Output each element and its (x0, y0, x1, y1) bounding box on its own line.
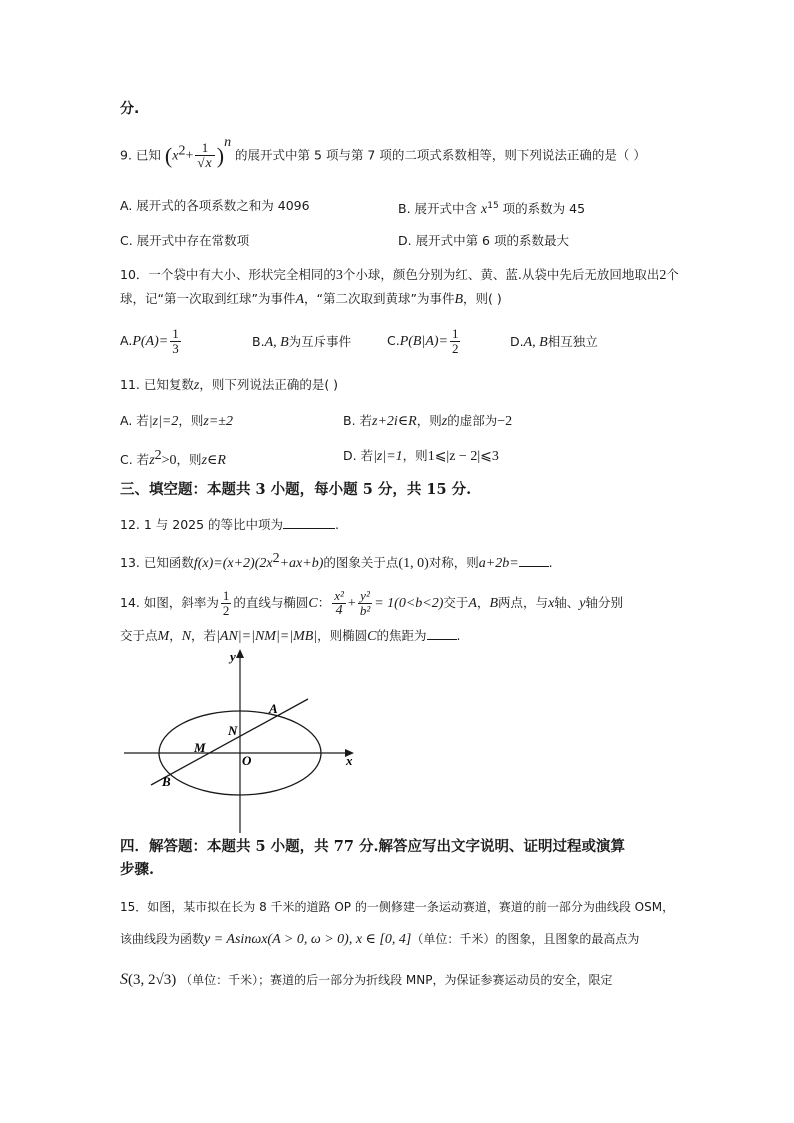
q15-line1: 15．如图，某市拟在长为 8 千米的道路 OP 的一侧修建一条运动赛道，赛道的前一部分为曲线段 OSM， (120, 900, 675, 914)
q10-option-c: C.P(B|A)= $\frac{1}{2}$ (387, 326, 459, 356)
q9-stem (120, 135, 646, 171)
q11-option-b: B. 若z+2i∈R，则z的虚部为−2 (343, 413, 513, 429)
q9-suffix: 的展开式中第 5 项与第 7 项的二项式系数相等，则下列说法正确的是（ ） (235, 147, 646, 163)
q9-x-exp: 2 (178, 143, 186, 159)
q9-option-a: A. 展开式的各项系数之和为 4096 (120, 198, 310, 213)
section-3-heading: 三、填空题：本题共 3 小题，每小题 5 分，共 15 分. (120, 481, 472, 498)
q9-plus: + (185, 148, 194, 164)
q12-stem: 12. 1 与 2025 的等比中项为 . (120, 517, 340, 532)
q10-option-a: A.P(A)= $\frac{1}{3}$ (120, 326, 179, 356)
point-m-label: M (194, 740, 206, 755)
q9-prefix: 已知 (135, 147, 161, 163)
q13-stem: 13. 已知函数$f(x)=(x+2)(2x^2+ax+b)$的图象关于点(1, 0)对称，则a+2b= . (120, 551, 553, 572)
section-4-heading-line2: 步骤. (120, 861, 155, 878)
q12-blank (283, 528, 335, 529)
q14-stem-line1: 14. 如图，斜率为 $\frac{1}{2}$ 的直线与椭圆C： $\frac{\text{x²}}{4}$ + $\frac{\text{y²}}{\text{b²}}$ = 1(0<b<2)交于A，B两点，与x轴、y轴分别 (120, 588, 624, 618)
point-b-label: B (162, 774, 171, 789)
q9-frac-num: 1 (195, 141, 214, 156)
q13-blank (519, 566, 549, 567)
q9-fraction (195, 141, 214, 171)
q11-option-d: D. 若|z|=1，则1⩽|z − 2|⩽3 (343, 448, 499, 464)
q11-option-a: A. 若|z|=2，则z=±2 (120, 413, 233, 429)
point-a-label: A (269, 701, 278, 716)
x-axis-label: x (346, 753, 353, 768)
ellipse-figure (118, 645, 368, 835)
q9-x: x (172, 148, 179, 164)
q11-stem: 11. 已知复数z，则下列说法正确的是( ) (120, 377, 339, 393)
q9-number: 9. (120, 147, 132, 163)
q11-option-c: C. 若$z^2>0$，则z∈R (120, 448, 226, 469)
point-n-label: N (228, 723, 238, 738)
q9-option-d: D. 展开式中第 6 项的系数最大 (398, 233, 569, 248)
q9-option-c: C. 展开式中存在常数项 (120, 233, 250, 248)
origin-label: O (242, 753, 252, 768)
q10-option-d: D.A, B相互独立 (510, 334, 598, 350)
q10-stem-line1: 10．一个袋中有大小、形状完全相同的3个小球，颜色分别为红、黄、蓝.从袋中先后无放回地取出2个 (120, 267, 679, 283)
y-axis-arrow (236, 649, 244, 658)
q10-option-b: B.A, B为互斥事件 (252, 334, 352, 350)
q9-frac-den: √x (197, 155, 212, 171)
q9-lparen: ( (164, 143, 173, 168)
q10-stem-line2: 球，记“第一次取到红球”为事件A，“第二次取到黄球”为事件B，则( ) (120, 291, 502, 307)
q9-rparen: ) (216, 143, 225, 168)
q9-outer-exp: n (224, 135, 232, 151)
q14-blank (427, 639, 457, 640)
q9-option-b: B. 展开式中含 $x^{15}$ 项的系数为 45 (398, 201, 586, 218)
top-fragment: 分. (120, 101, 140, 117)
section-4-heading-line1: 四．解答题：本题共 5 小题，共 77 分.解答应写出文字说明、证明过程或演算 (120, 838, 626, 855)
q15-line3: S(3, 2√3) （单位：千米）；赛道的后一部分为折线段 MNP，为保证参赛运动员的安全，限定 (120, 971, 613, 988)
q14-stem-line2: 交于点M，N，若|AN|=|NM|=|MB|，则椭圆C的焦距为 . (120, 628, 461, 644)
q15-line2: 该曲线段为函数y = Asinωx(A > 0, ω > 0), x ∈ [0, 4]（单位：千米）的图象，且图象的最高点为 (120, 932, 640, 947)
y-axis-label: y (230, 649, 236, 664)
